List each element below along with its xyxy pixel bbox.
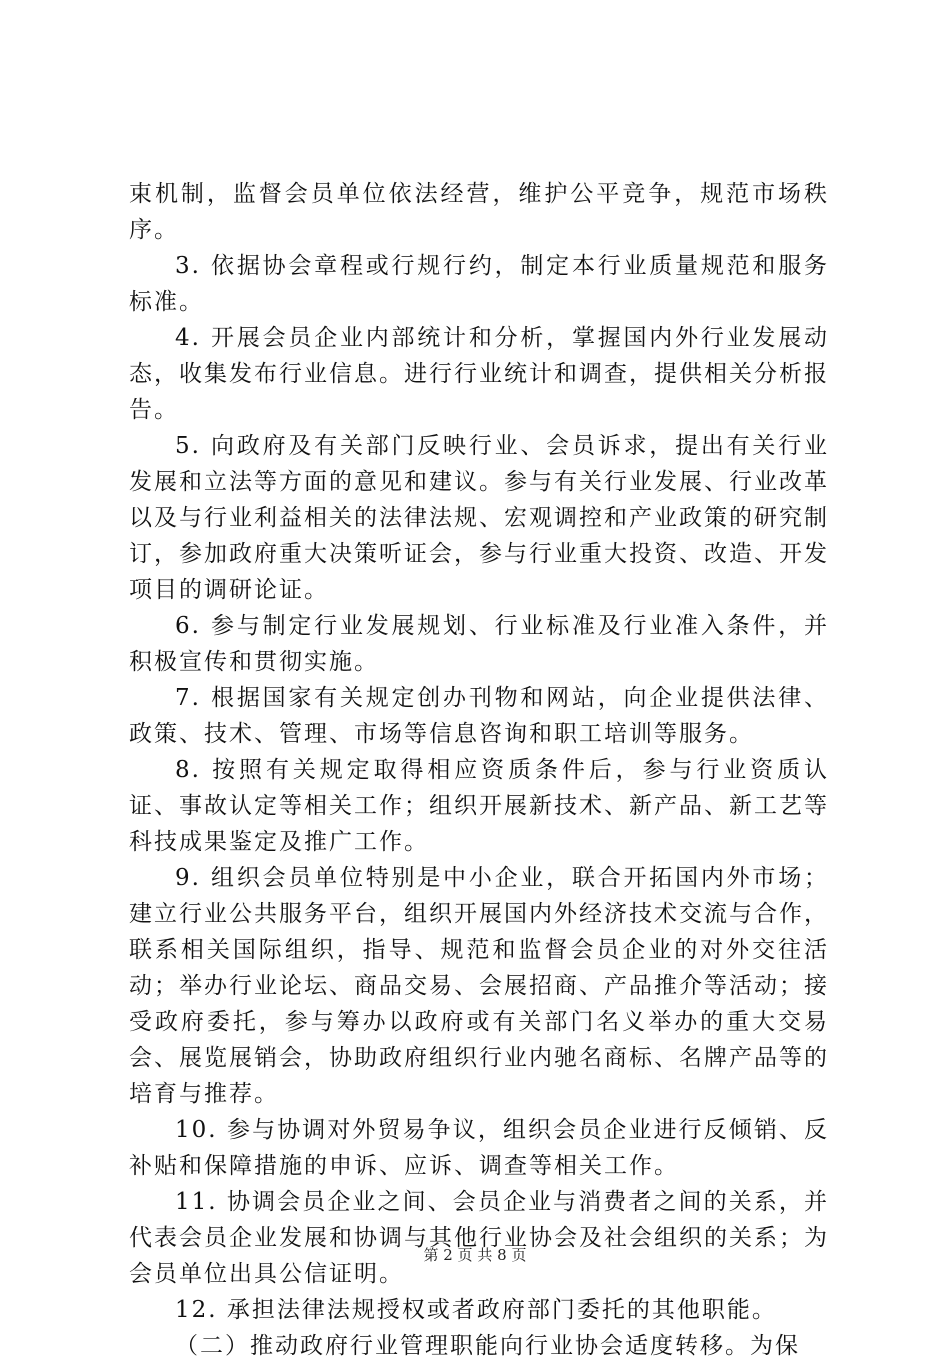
- paragraph-item-4: 4. 开展会员企业内部统计和分析，掌握国内外行业发展动态，收集发布行业信息。进行行业统计和调查，提供相关分析报告。: [129, 325, 829, 423]
- paragraph-item-6: 6. 参与制定行业发展规划、行业标准及行业准入条件，并积极宣传和贯彻实施。: [129, 613, 829, 675]
- paragraph-continuation: 束机制，监督会员单位依法经营，维护公平竞争，规范市场秩序。: [129, 181, 829, 243]
- page-footer: 第 2 页 共 8 页: [423, 1246, 527, 1264]
- paragraph-item-9: 9. 组织会员单位特别是中小企业，联合开拓国内外市场；建立行业公共服务平台，组织开展国内外经济技术交流与合作，联系相关国际组织，指导、规范和监督会员企业的对外交往活动；举办行业论坛、商品交易、会展招商、产品推介等活动；接受政府委托，参与筹办以政府或有关部门名义举办的重大交易会、展览展销会，协助政府组织行业内驰名商标、名牌产品等的培育与推荐。: [129, 865, 829, 1107]
- paragraph-item-10: 10. 参与协调对外贸易争议，组织会员企业进行反倾销、反补贴和保障措施的申诉、应诉、调查等相关工作。: [129, 1117, 829, 1179]
- paragraph-item-3: 3. 依据协会章程或行规行约，制定本行业质量规范和服务标准。: [129, 253, 829, 315]
- body-text: [129, 176, 829, 1364]
- section-heading-2: （二）推动政府行业管理职能向行业协会适度转移。为保: [175, 1333, 800, 1359]
- paragraph-item-5: 5. 向政府及有关部门反映行业、会员诉求，提出有关行业发展和立法等方面的意见和建议。参与有关行业发展、行业改革以及与行业利益相关的法律法规、宏观调控和产业政策的研究制订，参加政府重大决策听证会，参与行业重大投资、改造、开发项目的调研论证。: [129, 433, 829, 603]
- paragraph-item-12: 12. 承担法律法规授权或者政府部门委托的其他职能。: [175, 1297, 777, 1323]
- paragraph-item-11: 11. 协调会员企业之间、会员企业与消费者之间的关系，并代表会员企业发展和协调与其他行业协会及社会组织的关系；为会员单位出具公信证明。: [129, 1189, 829, 1287]
- paragraph-item-7: 7. 根据国家有关规定创办刊物和网站，向企业提供法律、政策、技术、管理、市场等信息咨询和职工培训等服务。: [129, 685, 829, 747]
- paragraph-item-8: 8. 按照有关规定取得相应资质条件后，参与行业资质认证、事故认定等相关工作；组织开展新技术、新产品、新工艺等科技成果鉴定及推广工作。: [129, 757, 829, 855]
